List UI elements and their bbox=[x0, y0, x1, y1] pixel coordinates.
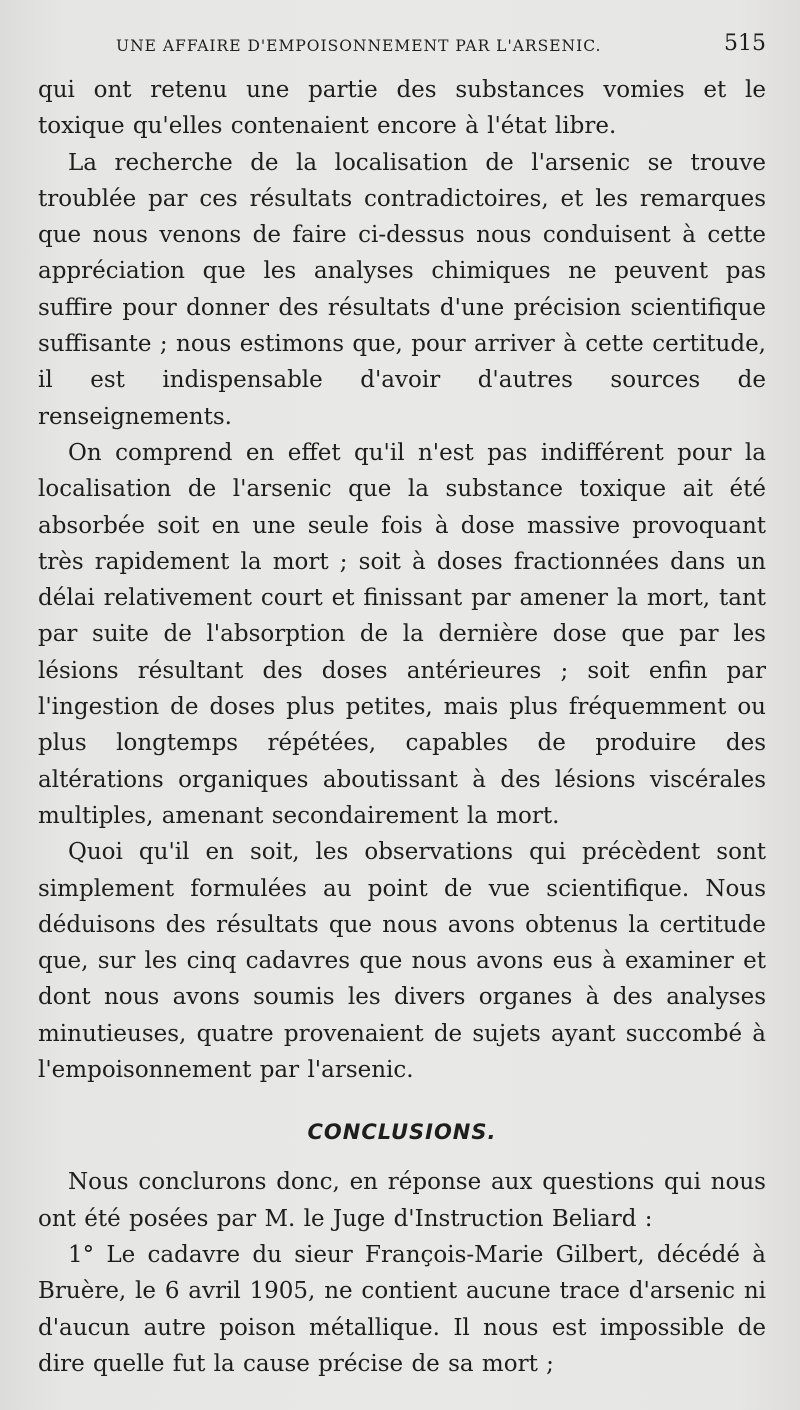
running-header bbox=[38, 0, 766, 72]
section-heading: CONCLUSIONS. bbox=[307, 1120, 497, 1145]
paragraph-continued: qui ont retenu une partie des substances vomies et le toxique qu'elles contenaient encore à l'état libre. bbox=[38, 77, 766, 140]
paragraph: 1° Le cadavre du sieur François-Marie Gilbert, décédé à Bruère, le 6 avril 1905, ne contient aucune trace d'arsenic ni d'aucun autre poison métallique. Il nous est impossible de dire quelle fut la cause précise de sa mort ; bbox=[38, 1241, 766, 1377]
paragraph: Nous conclurons donc, en réponse aux questions qui nous ont été posées par M. le Juge d'Instruction Beliard : bbox=[38, 1169, 766, 1232]
page-number: 515 bbox=[724, 31, 766, 56]
body-text bbox=[38, 72, 766, 1382]
paragraph: On comprend en effet qu'il n'est pas indifférent pour la localisation de l'arsenic que la substance toxique ait été absorbée soit en une seule fois à dose massive provoquant très rapidement la mort ; soit à doses fractionnées dans un délai relativement court et finissant par amener la mort, tant par suite de l'absorption de la dernière dose que par les lésions résultant des doses antérieures ; soit enfin par l'ingestion de doses plus petites, mais plus fréquemment ou plus longtemps répétées, capables de produire des altérations organiques aboutissant à des lésions viscérales multiples, amenant secondairement la mort. bbox=[38, 439, 766, 829]
running-title: UNE AFFAIRE D'EMPOISONNEMENT PAR L'ARSENIC. bbox=[116, 37, 602, 55]
paragraph: La recherche de la localisation de l'arsenic se trouve troublée par ces résultats contradictoires, et les remarques que nous venons de faire ci-dessus nous conduisent à cette appréciation que les analyses chimiques ne peuvent pas suffire pour donner des résultats d'une précision scientifique suffisante ; nous estimons que, pour arriver à cette certitude, il est indispensable d'avoir d'autres sources de renseignements. bbox=[38, 149, 766, 430]
paragraph: Quoi qu'il en soit, les observations qui précèdent sont simplement formulées au point de vue scientifique. Nous déduisons des résultats que nous avons obtenus la certitude que, sur les cinq cadavres que nous avons eus à examiner et dont nous avons soumis les divers organes à des analyses minutieuses, quatre provenaient de sujets ayant succombé à l'empoisonnement par l'arsenic. bbox=[38, 839, 766, 1084]
